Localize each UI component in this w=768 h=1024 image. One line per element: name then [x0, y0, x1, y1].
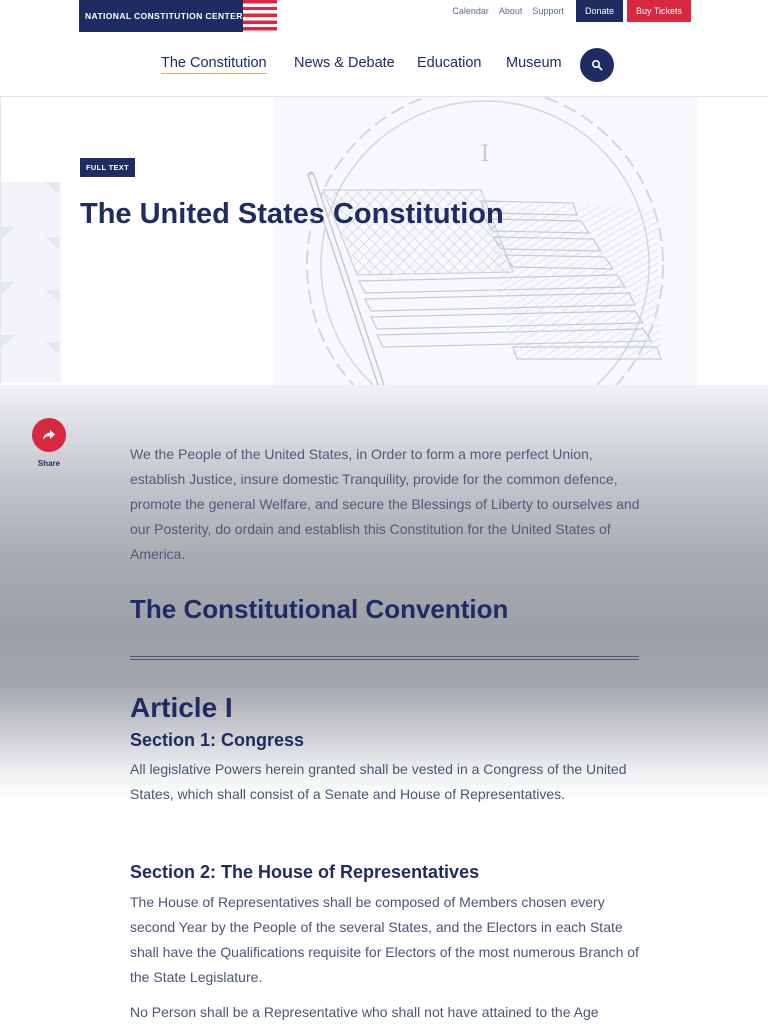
donate-button[interactable]: Donate — [576, 0, 623, 22]
page-title: The United States Constitution — [80, 198, 504, 230]
nav-item-education[interactable]: Education — [417, 55, 482, 71]
section-divider — [130, 656, 639, 660]
triangle-pattern-decoration — [1, 182, 61, 382]
flag-stripes-icon — [243, 0, 277, 32]
utility-link-about[interactable]: About — [498, 6, 523, 16]
site-logo[interactable] — [79, 0, 277, 32]
hero-banner — [0, 97, 768, 385]
nav-item-the-constitution[interactable]: The Constitution — [161, 55, 267, 74]
section-2-text-continued: No Person shall be a Representative who shall not have attained to the Age — [130, 1004, 599, 1020]
share-label: Share — [37, 459, 61, 468]
seal-numeral: I — [480, 142, 490, 167]
share-arrow-icon — [42, 429, 56, 441]
nav-item-museum[interactable]: Museum — [506, 55, 562, 71]
constitution-seal-flag-illustration — [273, 97, 697, 385]
buy-tickets-button[interactable]: Buy Tickets — [627, 0, 691, 22]
section-2-heading: Section 2: The House of Representatives — [130, 862, 480, 882]
search-button[interactable] — [580, 48, 614, 82]
section-1-text: All legislative Powers herein granted shall be vested in a Congress of the United States, which shall consist of a Senate and House of Representatives. — [130, 761, 627, 802]
search-icon — [591, 59, 603, 71]
share-button[interactable] — [32, 418, 66, 452]
section-2-text: The House of Representatives shall be composed of Members chosen every second Year by the People of the several States, and the Electors in each State shall have the Qualifications requisite for Electors of the most numerous Branch of the State Legislature. — [130, 894, 639, 985]
convention-heading: The Constitutional Convention — [130, 594, 509, 624]
main-nav — [0, 55, 768, 77]
main-content — [0, 385, 768, 1024]
utility-link-support[interactable]: Support — [532, 6, 564, 16]
preamble-text: We the People of the United States, in Order to form a more perfect Union, establish Justice, insure domestic Tranquility, provide for the common defence, promote the general Welfare, and secure the Blessings of Liberty to ourselves and our Posterity, do ordain and establish this Constitution for the United States of America. — [130, 446, 640, 562]
site-header — [0, 0, 768, 97]
nav-item-news-debate[interactable]: News & Debate — [294, 55, 395, 71]
utility-link-calendar[interactable]: Calendar — [452, 6, 489, 16]
section-1-heading: Section 1: Congress — [130, 730, 305, 750]
logo-text: NATIONAL CONSTITUTION CENTER — [85, 11, 243, 21]
full-text-badge: FULL TEXT — [80, 158, 135, 177]
utility-nav — [452, 0, 691, 22]
article-heading: Article I — [130, 692, 233, 723]
share-widget — [32, 418, 66, 468]
